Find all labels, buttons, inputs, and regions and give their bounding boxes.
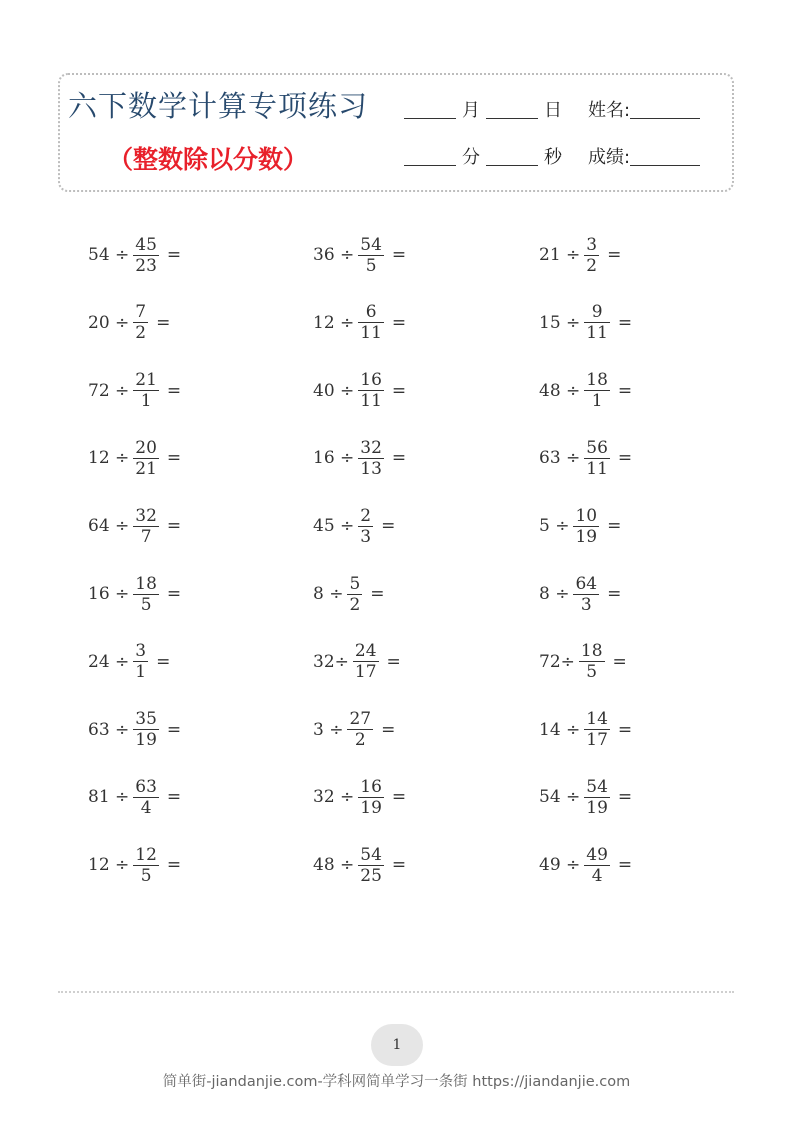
numerator: 2 <box>360 505 372 526</box>
problem-item <box>313 773 410 821</box>
denominator: 25 <box>360 865 382 886</box>
denominator: 21 <box>135 458 157 479</box>
denominator: 2 <box>135 323 147 344</box>
problem-item <box>88 231 185 279</box>
dividend-operator: 81 ÷ <box>88 787 130 808</box>
dividend-operator: 40 ÷ <box>313 380 355 401</box>
fraction <box>584 777 610 818</box>
fraction <box>133 709 159 750</box>
month-label: 月 <box>462 100 480 121</box>
fraction <box>584 709 610 750</box>
numerator: 27 <box>349 709 372 730</box>
numerator: 32 <box>135 505 157 526</box>
fraction <box>584 845 610 886</box>
numerator: 64 <box>575 573 598 594</box>
numerator: 54 <box>360 844 382 865</box>
fraction <box>358 302 384 343</box>
equals-sign: = <box>381 516 396 537</box>
equals-sign: = <box>607 516 622 537</box>
fraction <box>584 370 610 411</box>
denominator: 23 <box>135 255 157 276</box>
fraction <box>573 506 599 547</box>
equals-sign: = <box>166 245 182 265</box>
fraction <box>353 641 379 682</box>
name-blank[interactable] <box>630 100 700 119</box>
dividend-operator: 5 ÷ <box>539 516 570 537</box>
dividend-operator: 24 ÷ <box>88 651 130 672</box>
problem-item <box>539 706 636 754</box>
dividend-operator: 72 ÷ <box>88 380 130 401</box>
fraction <box>358 438 384 479</box>
numerator: 18 <box>580 641 603 662</box>
numerator: 54 <box>586 776 608 797</box>
problem-item <box>313 570 389 618</box>
denominator: 11 <box>360 391 382 412</box>
numerator: 16 <box>360 370 382 391</box>
equals-sign: = <box>156 312 171 333</box>
problem-item <box>539 434 636 482</box>
denominator: 19 <box>360 797 382 818</box>
equals-sign: = <box>391 787 407 808</box>
numerator: 12 <box>135 844 157 865</box>
equals-sign: = <box>617 448 633 469</box>
denominator: 5 <box>365 255 377 276</box>
problem-item <box>313 367 410 415</box>
problem-item <box>539 502 625 550</box>
problem-item <box>88 841 185 889</box>
fraction <box>584 438 610 479</box>
equals-sign: = <box>617 312 633 333</box>
numerator: 3 <box>135 641 147 662</box>
dividend-operator: 21 ÷ <box>539 245 581 265</box>
dividend-operator: 45 ÷ <box>313 516 355 537</box>
problem-item <box>539 570 625 618</box>
problem-item <box>313 299 410 347</box>
numerator: 20 <box>135 437 157 458</box>
problem-item <box>539 773 636 821</box>
denominator: 4 <box>591 865 603 886</box>
worksheet-subtitle: （整数除以分数） <box>108 145 309 174</box>
problem-item <box>88 367 185 415</box>
numerator: 63 <box>135 776 157 797</box>
fraction <box>573 574 599 615</box>
problem-item <box>313 434 410 482</box>
dividend-operator: 63 ÷ <box>88 719 130 740</box>
dividend-operator: 12 ÷ <box>313 312 355 333</box>
name-label: 姓名: <box>588 100 631 121</box>
denominator: 11 <box>586 458 608 479</box>
denominator: 17 <box>586 730 608 751</box>
equals-sign: = <box>617 719 633 740</box>
fraction <box>579 641 605 682</box>
problem-item <box>539 299 636 347</box>
denominator: 17 <box>354 662 377 683</box>
numerator: 6 <box>365 302 377 323</box>
dividend-operator: 15 ÷ <box>539 312 581 333</box>
equals-sign: = <box>381 719 396 740</box>
equals-sign: = <box>612 651 627 672</box>
problem-item <box>88 502 185 550</box>
equals-sign: = <box>166 516 182 537</box>
dividend-operator: 64 ÷ <box>88 516 130 537</box>
dividend-operator: 32 ÷ <box>313 787 355 808</box>
dividend-operator: 72÷ <box>539 651 575 672</box>
fraction <box>358 506 373 547</box>
second-label: 秒 <box>544 147 562 168</box>
dividend-operator: 49 ÷ <box>539 855 581 876</box>
dividend-operator: 8 ÷ <box>313 584 344 604</box>
numerator: 32 <box>360 437 382 458</box>
numerator: 9 <box>591 302 603 323</box>
denominator: 7 <box>140 526 152 547</box>
score-label: 成绩: <box>588 147 631 168</box>
dividend-operator: 14 ÷ <box>539 719 581 740</box>
minute-label: 分 <box>462 147 480 168</box>
denominator: 5 <box>140 865 152 886</box>
numerator: 18 <box>586 370 608 391</box>
equals-sign: = <box>607 584 622 604</box>
minute-blank[interactable] <box>404 147 456 166</box>
denominator: 2 <box>349 594 361 615</box>
problem-item <box>88 299 174 347</box>
equals-sign: = <box>370 584 385 604</box>
page-number-badge: 1 <box>371 1024 423 1066</box>
dividend-operator: 16 ÷ <box>88 584 130 604</box>
equals-sign: = <box>386 651 401 672</box>
equals-sign: = <box>391 245 407 265</box>
problem-item <box>88 773 185 821</box>
dividend-operator: 63 ÷ <box>539 448 581 469</box>
fraction <box>584 235 599 276</box>
denominator: 5 <box>140 594 152 615</box>
denominator: 3 <box>360 526 372 547</box>
fraction <box>133 574 159 615</box>
fraction <box>133 777 159 818</box>
numerator: 49 <box>586 844 608 865</box>
problem-item <box>313 706 399 754</box>
numerator: 14 <box>586 709 608 730</box>
denominator: 1 <box>591 391 603 412</box>
problem-item <box>313 502 399 550</box>
score-blank[interactable] <box>630 147 700 166</box>
problem-item <box>88 434 185 482</box>
fraction <box>358 235 384 276</box>
equals-sign: = <box>617 380 633 401</box>
dividend-operator: 54 ÷ <box>88 245 130 265</box>
numerator: 54 <box>360 234 382 255</box>
numerator: 21 <box>135 370 157 391</box>
equals-sign: = <box>166 719 182 740</box>
fraction <box>358 370 384 411</box>
equals-sign: = <box>607 245 622 265</box>
equals-sign: = <box>166 448 182 469</box>
denominator: 11 <box>586 323 608 344</box>
dividend-operator: 12 ÷ <box>88 448 130 469</box>
fraction <box>347 574 362 615</box>
problem-item <box>88 638 174 686</box>
problem-item <box>539 367 636 415</box>
worksheet-title: 六下数学计算专项练习 <box>68 89 369 123</box>
denominator: 19 <box>575 526 598 547</box>
denominator: 19 <box>586 797 608 818</box>
dividend-operator: 20 ÷ <box>88 312 130 333</box>
dividend-operator: 36 ÷ <box>313 245 355 265</box>
denominator: 19 <box>135 730 157 751</box>
equals-sign: = <box>166 855 182 876</box>
problem-item <box>88 570 185 618</box>
numerator: 7 <box>135 302 147 323</box>
fraction <box>133 370 159 411</box>
problem-item <box>313 231 410 279</box>
numerator: 24 <box>354 641 377 662</box>
numerator: 35 <box>135 709 157 730</box>
numerator: 3 <box>586 234 598 255</box>
date-name-row <box>404 100 700 122</box>
equals-sign: = <box>617 787 633 808</box>
dividend-operator: 48 ÷ <box>539 380 581 401</box>
fraction <box>133 506 159 547</box>
dividend-operator: 48 ÷ <box>313 855 355 876</box>
problem-item <box>313 638 405 686</box>
equals-sign: = <box>166 787 182 808</box>
numerator: 5 <box>349 573 361 594</box>
equals-sign: = <box>617 855 633 876</box>
fraction <box>133 235 159 276</box>
equals-sign: = <box>391 448 407 469</box>
problem-item <box>313 841 410 889</box>
dividend-operator: 8 ÷ <box>539 584 570 604</box>
denominator: 2 <box>586 255 598 276</box>
month-blank[interactable] <box>404 100 456 119</box>
equals-sign: = <box>391 855 407 876</box>
numerator: 18 <box>135 573 157 594</box>
equals-sign: = <box>166 584 182 604</box>
denominator: 11 <box>360 323 382 344</box>
problem-item <box>539 231 625 279</box>
denominator: 1 <box>135 662 147 683</box>
denominator: 2 <box>354 730 366 751</box>
denominator: 13 <box>360 458 382 479</box>
time-score-row <box>404 147 700 169</box>
fraction <box>358 845 384 886</box>
fraction <box>133 438 159 479</box>
numerator: 56 <box>586 437 608 458</box>
equals-sign: = <box>166 380 182 401</box>
fraction <box>358 777 384 818</box>
problem-item <box>539 638 631 686</box>
fraction <box>133 641 148 682</box>
fraction <box>133 302 148 343</box>
equals-sign: = <box>156 651 171 672</box>
day-blank[interactable] <box>486 100 538 119</box>
fraction <box>133 845 159 886</box>
problem-item <box>539 841 636 889</box>
denominator: 3 <box>580 594 592 615</box>
dividend-operator: 12 ÷ <box>88 855 130 876</box>
second-blank[interactable] <box>486 147 538 166</box>
footer-source-text: 简单街-jiandanjie.com-学科网简单学习一条街 https://jiandanjie.com <box>162 1074 631 1090</box>
fraction <box>347 709 373 750</box>
dividend-operator: 32÷ <box>313 651 349 672</box>
dividend-operator: 16 ÷ <box>313 448 355 469</box>
problem-item <box>88 706 185 754</box>
denominator: 5 <box>586 662 598 683</box>
day-label: 日 <box>544 100 562 121</box>
denominator: 4 <box>140 797 152 818</box>
dividend-operator: 3 ÷ <box>313 719 344 740</box>
numerator: 45 <box>135 234 157 255</box>
equals-sign: = <box>391 312 407 333</box>
equals-sign: = <box>391 380 407 401</box>
footer-divider <box>58 991 734 993</box>
dividend-operator: 54 ÷ <box>539 787 581 808</box>
numerator: 16 <box>360 776 382 797</box>
fraction <box>584 302 610 343</box>
numerator: 10 <box>575 505 598 526</box>
denominator: 1 <box>140 391 152 412</box>
